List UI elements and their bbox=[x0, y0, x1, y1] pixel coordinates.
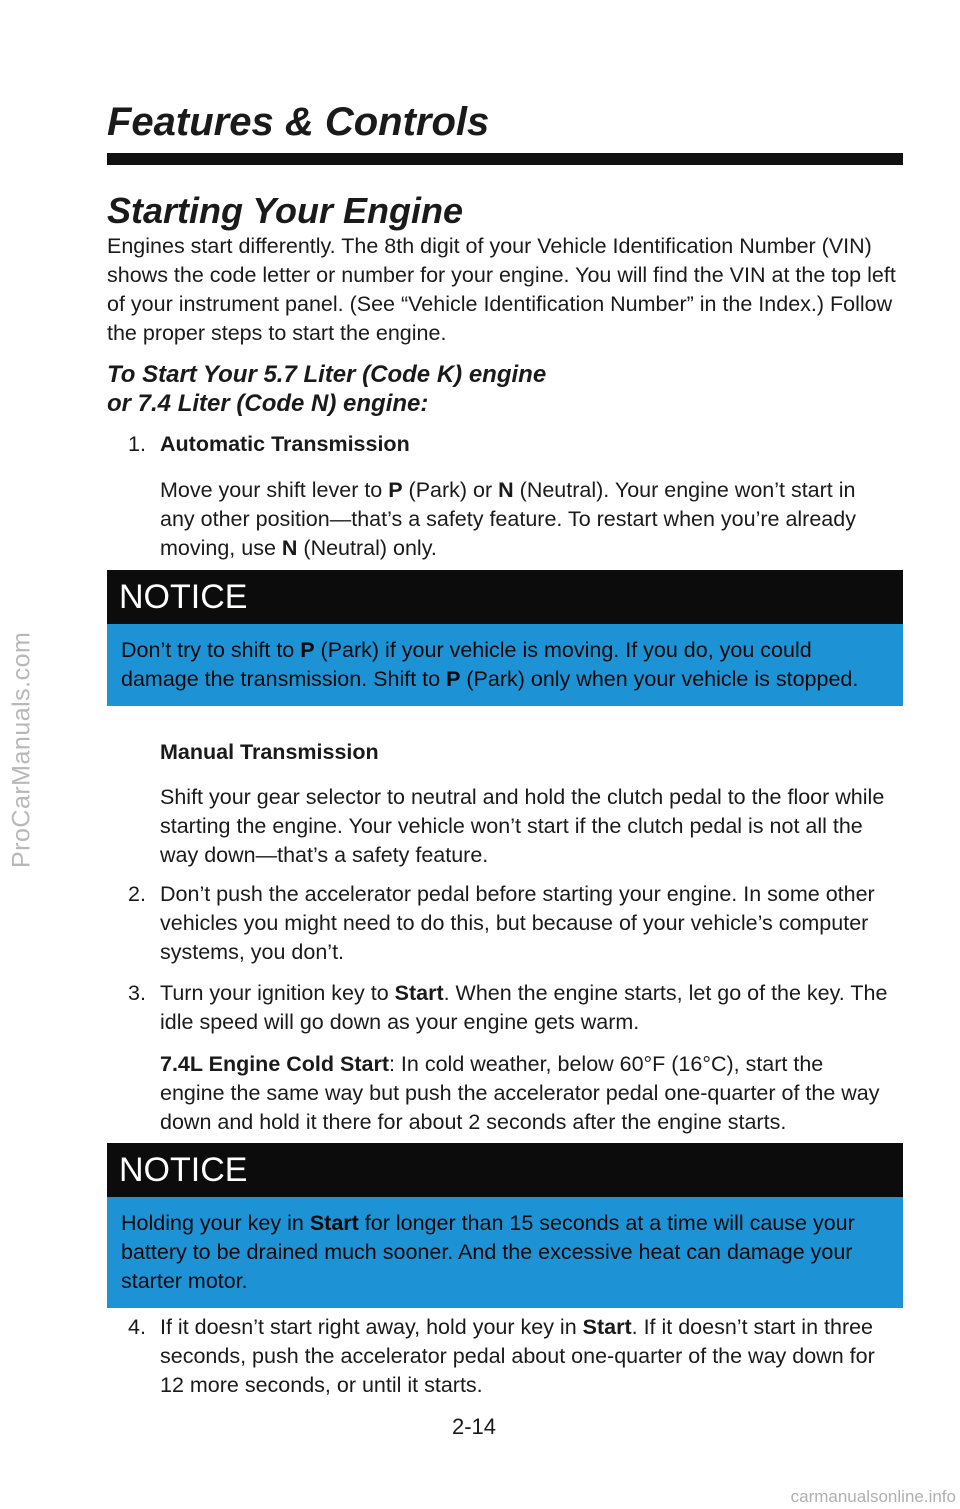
step-1-heading: Automatic Transmission bbox=[160, 432, 410, 456]
engine-subheading bbox=[107, 360, 546, 418]
page-number: 2-14 bbox=[452, 1414, 497, 1439]
notice-label: NOTICE bbox=[107, 1143, 903, 1197]
step-2-text: Don’t push the accelerator pedal before starting your engine. In some other vehicles you might need to do this, but because of your vehicle’s computer systems, you don’t. bbox=[160, 882, 875, 964]
bottom-watermark: carmanualsonline.info bbox=[790, 1487, 956, 1506]
notice-text: Holding your key in Start for longer than 15 seconds at a time will cause your battery to be drained much sooner. And the excessive heat can damage your starter motor. bbox=[121, 1211, 855, 1293]
step-3-number: 3. bbox=[128, 981, 146, 1005]
notice-box-transmission bbox=[107, 570, 903, 706]
notice-box-starter bbox=[107, 1143, 903, 1308]
header-rule bbox=[107, 153, 903, 165]
step-2-number: 2. bbox=[128, 882, 146, 906]
step-1-number: 1. bbox=[128, 432, 146, 456]
engine-subheading-line1: To Start Your 5.7 Liter (Code K) engine bbox=[107, 361, 547, 388]
cold-start-text: 7.4L Engine Cold Start: In cold weather, below 60°F (16°C), start the engine the same way but push the accelerator pedal one-quarter of the way down and hold it there for about 2 seconds after the engine starts. bbox=[160, 1052, 880, 1134]
step-4-number: 4. bbox=[128, 1315, 146, 1339]
manual-transmission-text: Shift your gear selector to neutral and hold the clutch pedal to the floor while starting the engine. Your vehicle won’t start if the clutch pedal is not all the way down—that’s a safety feature. bbox=[160, 785, 885, 867]
notice-label: NOTICE bbox=[107, 570, 903, 624]
step-4-text: If it doesn’t start right away, hold your key in Start. If it doesn’t start in three seconds, push the accelerator pedal about one-quarter of the way down for 12 more seconds, or until it starts. bbox=[160, 1315, 875, 1397]
section-title: Starting Your Engine bbox=[107, 190, 464, 231]
engine-subheading-line2: or 7.4 Liter (Code N) engine: bbox=[107, 390, 429, 417]
step-3-text: Turn your ignition key to Start. When the engine starts, let go of the key. The idle speed will go down as your engine gets warm. bbox=[160, 981, 888, 1034]
side-watermark: ProCarManuals.com bbox=[7, 631, 36, 869]
intro-paragraph: Engines start differently. The 8th digit of your Vehicle Identification Number (VIN) shows the code letter or number for your engine. You will find the VIN at the top left of your instrument panel. (See “Vehicle Identification Number” in the Index.) Follow the proper steps to start the engine. bbox=[107, 234, 896, 345]
chapter-title: Features & Controls bbox=[107, 100, 490, 144]
notice-text: Don’t try to shift to P (Park) if your vehicle is moving. If you do, you could damage the transmission. Shift to P (Park) only when your vehicle is stopped. bbox=[121, 638, 859, 691]
manual-transmission-heading: Manual Transmission bbox=[160, 740, 379, 764]
step-1-text: Move your shift lever to P (Park) or N (Neutral). Your engine won’t start in any other position—that’s a safety feature. To restart when you’re already moving, use N (Neutral) only. bbox=[160, 478, 856, 560]
